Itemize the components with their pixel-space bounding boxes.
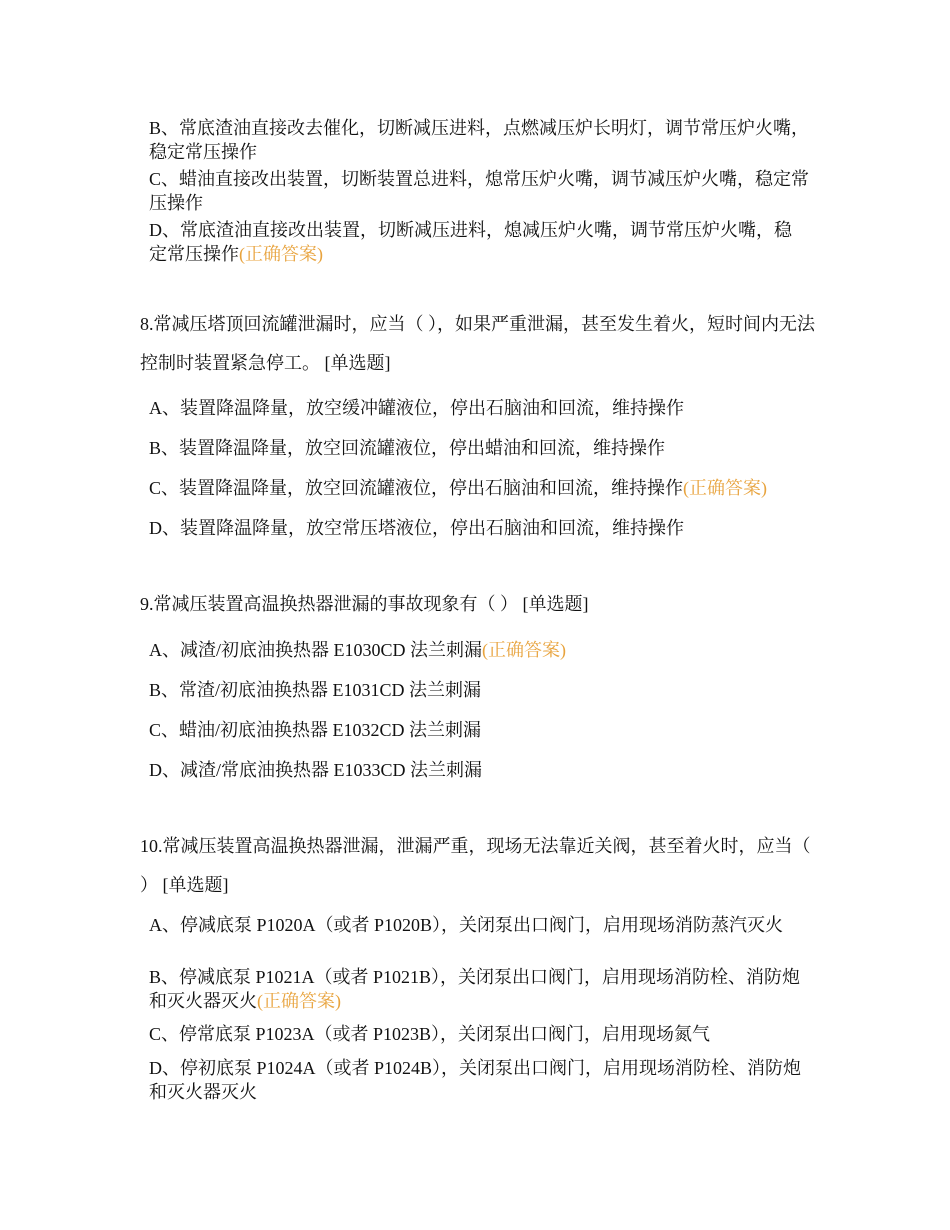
q9-option-b <box>149 678 809 702</box>
q7-option-d <box>149 218 809 266</box>
correct-answer-tag: (正确答案) <box>683 478 768 498</box>
option-text: B、常底渣油直接改去催化，切断减压进料，点燃减压炉长明灯，调节常压炉火嘴，稳定常压操作 <box>149 118 810 162</box>
option-text: A、减渣/初底油换热器 E1030CD 法兰刺漏 <box>149 640 482 660</box>
q8-option-c <box>149 476 809 500</box>
q8-option-a <box>149 396 809 420</box>
q8-option-d <box>149 516 809 540</box>
option-text: D、装置降温降量，放空常压塔液位，停出石脑油和回流，维持操作 <box>149 518 684 538</box>
q8-question: 8.常减压塔顶回流罐泄漏时，应当（ ），如果严重泄漏，甚至发生着火，短时间内无法控制时装置紧急停工。 [单选题] <box>140 314 815 373</box>
q10-option-d <box>149 1056 809 1104</box>
option-text: A、装置降温降量，放空缓冲罐液位，停出石脑油和回流，维持操作 <box>149 398 684 418</box>
q9-question: 9.常减压装置高温换热器泄漏的事故现象有（ ） [单选题] <box>140 594 589 614</box>
option-text: D、停初底泵 P1024A（或者 P1024B），关闭泵出口阀门，启用现场消防栓、消防炮和灭火器灭火 <box>149 1058 802 1102</box>
q10-option-c <box>149 1022 809 1046</box>
option-text: D、减渣/常底油换热器 E1033CD 法兰刺漏 <box>149 760 482 780</box>
q8-option-b <box>149 436 809 460</box>
option-text: C、蜡油/初底油换热器 E1032CD 法兰刺漏 <box>149 720 482 740</box>
q10-question: 10.常减压装置高温换热器泄漏，泄漏严重，现场无法靠近关阀，甚至着火时，应当（ ） [单选题] <box>140 836 811 895</box>
q9-option-a <box>149 638 809 662</box>
correct-answer-tag: (正确答案) <box>482 640 566 660</box>
q9-option-d <box>149 758 809 782</box>
option-text: C、蜡油直接改出装置，切断装置总进料，熄常压炉火嘴，调节减压炉火嘴，稳定常压操作 <box>149 169 810 213</box>
option-text: B、常渣/初底油换热器 E1031CD 法兰刺漏 <box>149 680 482 700</box>
q10-option-b <box>149 965 809 1013</box>
correct-answer-tag: (正确答案) <box>239 244 323 264</box>
correct-answer-tag: (正确答案) <box>257 991 341 1011</box>
option-text: D、常底渣油直接改出装置，切断减压进料，熄减压炉火嘴，调节常压炉火嘴，稳定常压操作 <box>149 220 792 264</box>
q7-option-b <box>149 116 809 164</box>
option-text: A、停减底泵 P1020A（或者 P1020B），关闭泵出口阀门，启用现场消防蒸汽灭火 <box>149 915 784 935</box>
q9-option-c <box>149 718 809 742</box>
option-text: B、装置降温降量，放空回流罐液位，停出蜡油和回流，维持操作 <box>149 438 666 458</box>
option-text: C、装置降温降量，放空回流罐液位，停出石脑油和回流，维持操作 <box>149 478 684 498</box>
q7-option-c <box>149 167 809 215</box>
q10-option-a <box>149 913 809 937</box>
option-text: B、停减底泵 P1021A（或者 P1021B），关闭泵出口阀门，启用现场消防栓、消防炮和灭火器灭火 <box>149 967 801 1011</box>
option-text: C、停常底泵 P1023A（或者 P1023B），关闭泵出口阀门，启用现场氮气 <box>149 1024 711 1044</box>
